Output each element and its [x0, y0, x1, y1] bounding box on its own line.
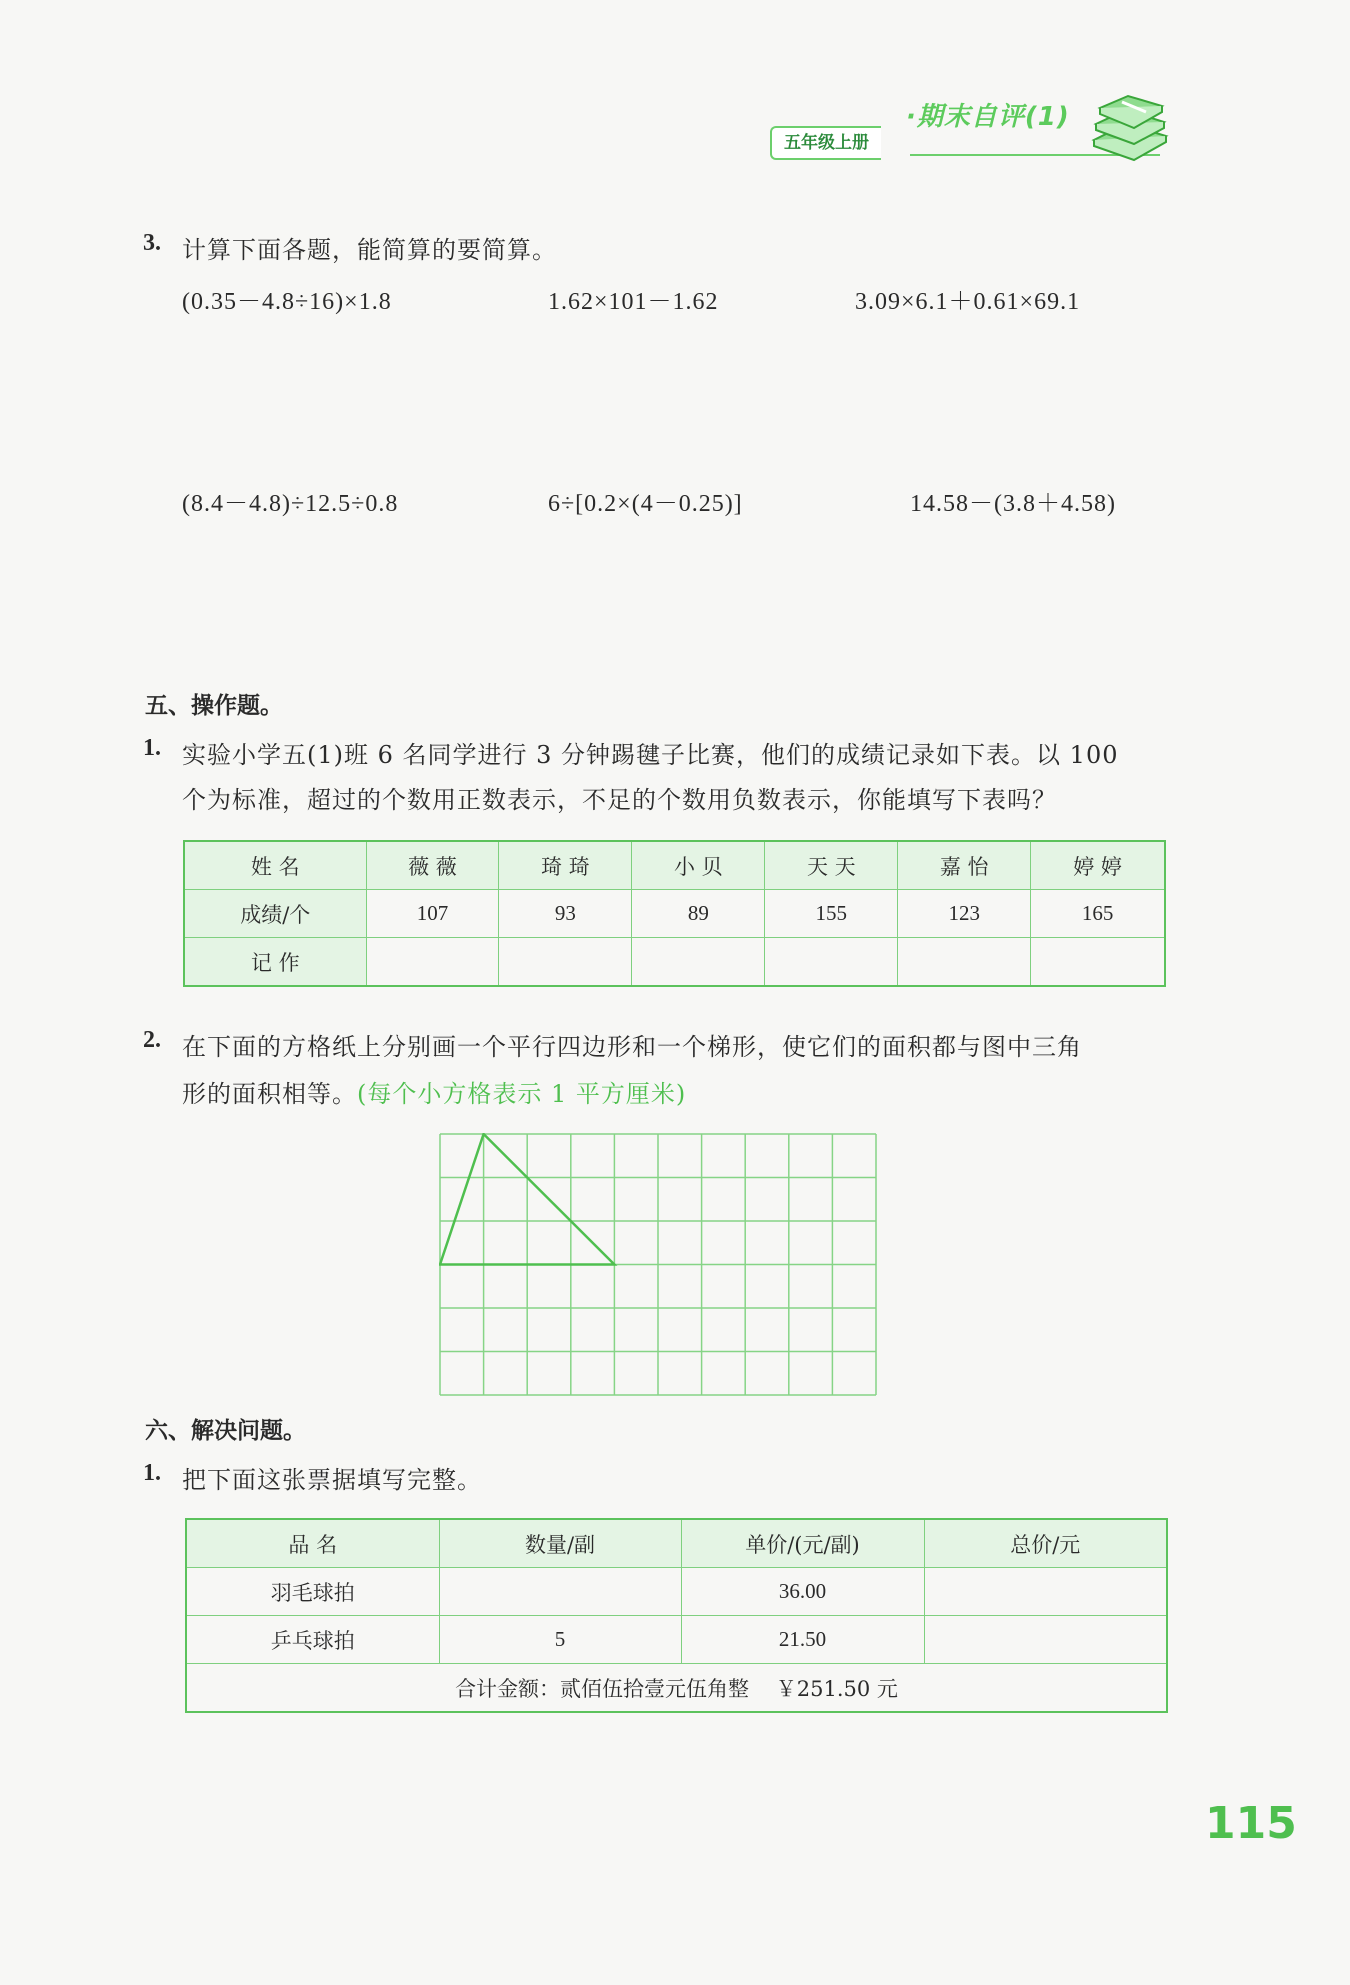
section-6-q1-text: 把下面这张票据填写完整。 [182, 1466, 482, 1494]
student-name: 琦 琦 [499, 841, 632, 890]
table-row [186, 1616, 1167, 1664]
answer-cell[interactable] [1031, 938, 1165, 987]
exam-title: ·期末自评(1) [906, 102, 1070, 132]
grade-label: 五年级上册 [770, 126, 881, 160]
expression-2: 1.62×101－1.62 [548, 289, 719, 315]
score-cell: 89 [632, 890, 765, 938]
table-row [184, 841, 1165, 890]
answer-cell[interactable] [366, 938, 499, 987]
expression-1: (0.35－4.8÷16)×1.8 [182, 289, 392, 315]
column-header: 总价/元 [924, 1519, 1167, 1568]
answer-cell[interactable] [765, 938, 898, 987]
score-table [183, 840, 1166, 987]
receipt-total: 合计金额：贰佰伍拾壹元伍角整 ￥251.50 元 [186, 1664, 1167, 1713]
expression-3: 3.09×6.1＋0.61×69.1 [855, 289, 1081, 315]
column-header: 品 名 [186, 1519, 439, 1568]
item-name: 羽毛球拍 [186, 1568, 439, 1616]
table-row [184, 938, 1165, 987]
unit-hint: (每个小方格表示 1 平方厘米) [357, 1080, 687, 1108]
score-cell: 123 [898, 890, 1031, 938]
table-row [186, 1519, 1167, 1568]
item-name: 乒乓球拍 [186, 1616, 439, 1664]
total-price-cell[interactable] [924, 1568, 1167, 1616]
section-5-q2-line1: 在下面的方格纸上分别画一个平行四边形和一个梯形，使它们的面积都与图中三角 [182, 1033, 1082, 1061]
student-name: 薇 薇 [366, 841, 499, 890]
section-6-q1-number: 1. [143, 1460, 161, 1486]
score-cell: 155 [765, 890, 898, 938]
answer-cell[interactable] [898, 938, 1031, 987]
score-cell: 107 [366, 890, 499, 938]
table-row [184, 890, 1165, 938]
score-cell: 93 [499, 890, 632, 938]
column-header: 数量/副 [439, 1519, 681, 1568]
quantity-cell[interactable] [439, 1568, 681, 1616]
expression-6: 14.58－(3.8＋4.58) [910, 491, 1116, 517]
row-label-record: 记 作 [184, 938, 366, 987]
student-name: 嘉 怡 [898, 841, 1031, 890]
row-label-name: 姓 名 [184, 841, 366, 890]
quantity-cell: 5 [439, 1616, 681, 1664]
page-number: 115 [1205, 1798, 1297, 1849]
student-name: 婷 婷 [1031, 841, 1165, 890]
section-5-q1-number: 1. [143, 735, 161, 761]
section-5-q1-line2: 个为标准，超过的个数用正数表示，不足的个数用负数表示，你能填写下表吗？ [182, 786, 1057, 814]
section-6-title: 六、解决问题。 [145, 1418, 306, 1444]
answer-cell[interactable] [632, 938, 765, 987]
grid-paper[interactable] [439, 1133, 877, 1397]
unit-price-cell: 36.00 [681, 1568, 924, 1616]
unit-price-cell: 21.50 [681, 1616, 924, 1664]
question-3-text: 计算下面各题，能简算的要简算。 [182, 236, 557, 264]
row-label-score: 成绩/个 [184, 890, 366, 938]
question-3-number: 3. [143, 230, 161, 256]
expression-5: 6÷[0.2×(4－0.25)] [548, 491, 743, 517]
total-price-cell[interactable] [924, 1616, 1167, 1664]
score-cell: 165 [1031, 890, 1165, 938]
student-name: 小 贝 [632, 841, 765, 890]
answer-cell[interactable] [499, 938, 632, 987]
student-name: 天 天 [765, 841, 898, 890]
page-header [770, 92, 1170, 172]
receipt-table [185, 1518, 1168, 1713]
table-row [186, 1568, 1167, 1616]
section-5-q2-line2: 形的面积相等。(每个小方格表示 1 平方厘米) [182, 1080, 687, 1108]
expression-4: (8.4－4.8)÷12.5÷0.8 [182, 491, 399, 517]
book-stack-icon [1088, 92, 1170, 162]
section-5-q2-number: 2. [143, 1027, 161, 1053]
section-5-q1-line1: 实验小学五(1)班 6 名同学进行 3 分钟踢毽子比赛，他们的成绩记录如下表。以 100 [182, 741, 1119, 769]
column-header: 单价/(元/副) [681, 1519, 924, 1568]
section-5-title: 五、操作题。 [145, 693, 283, 719]
table-row [186, 1664, 1167, 1713]
